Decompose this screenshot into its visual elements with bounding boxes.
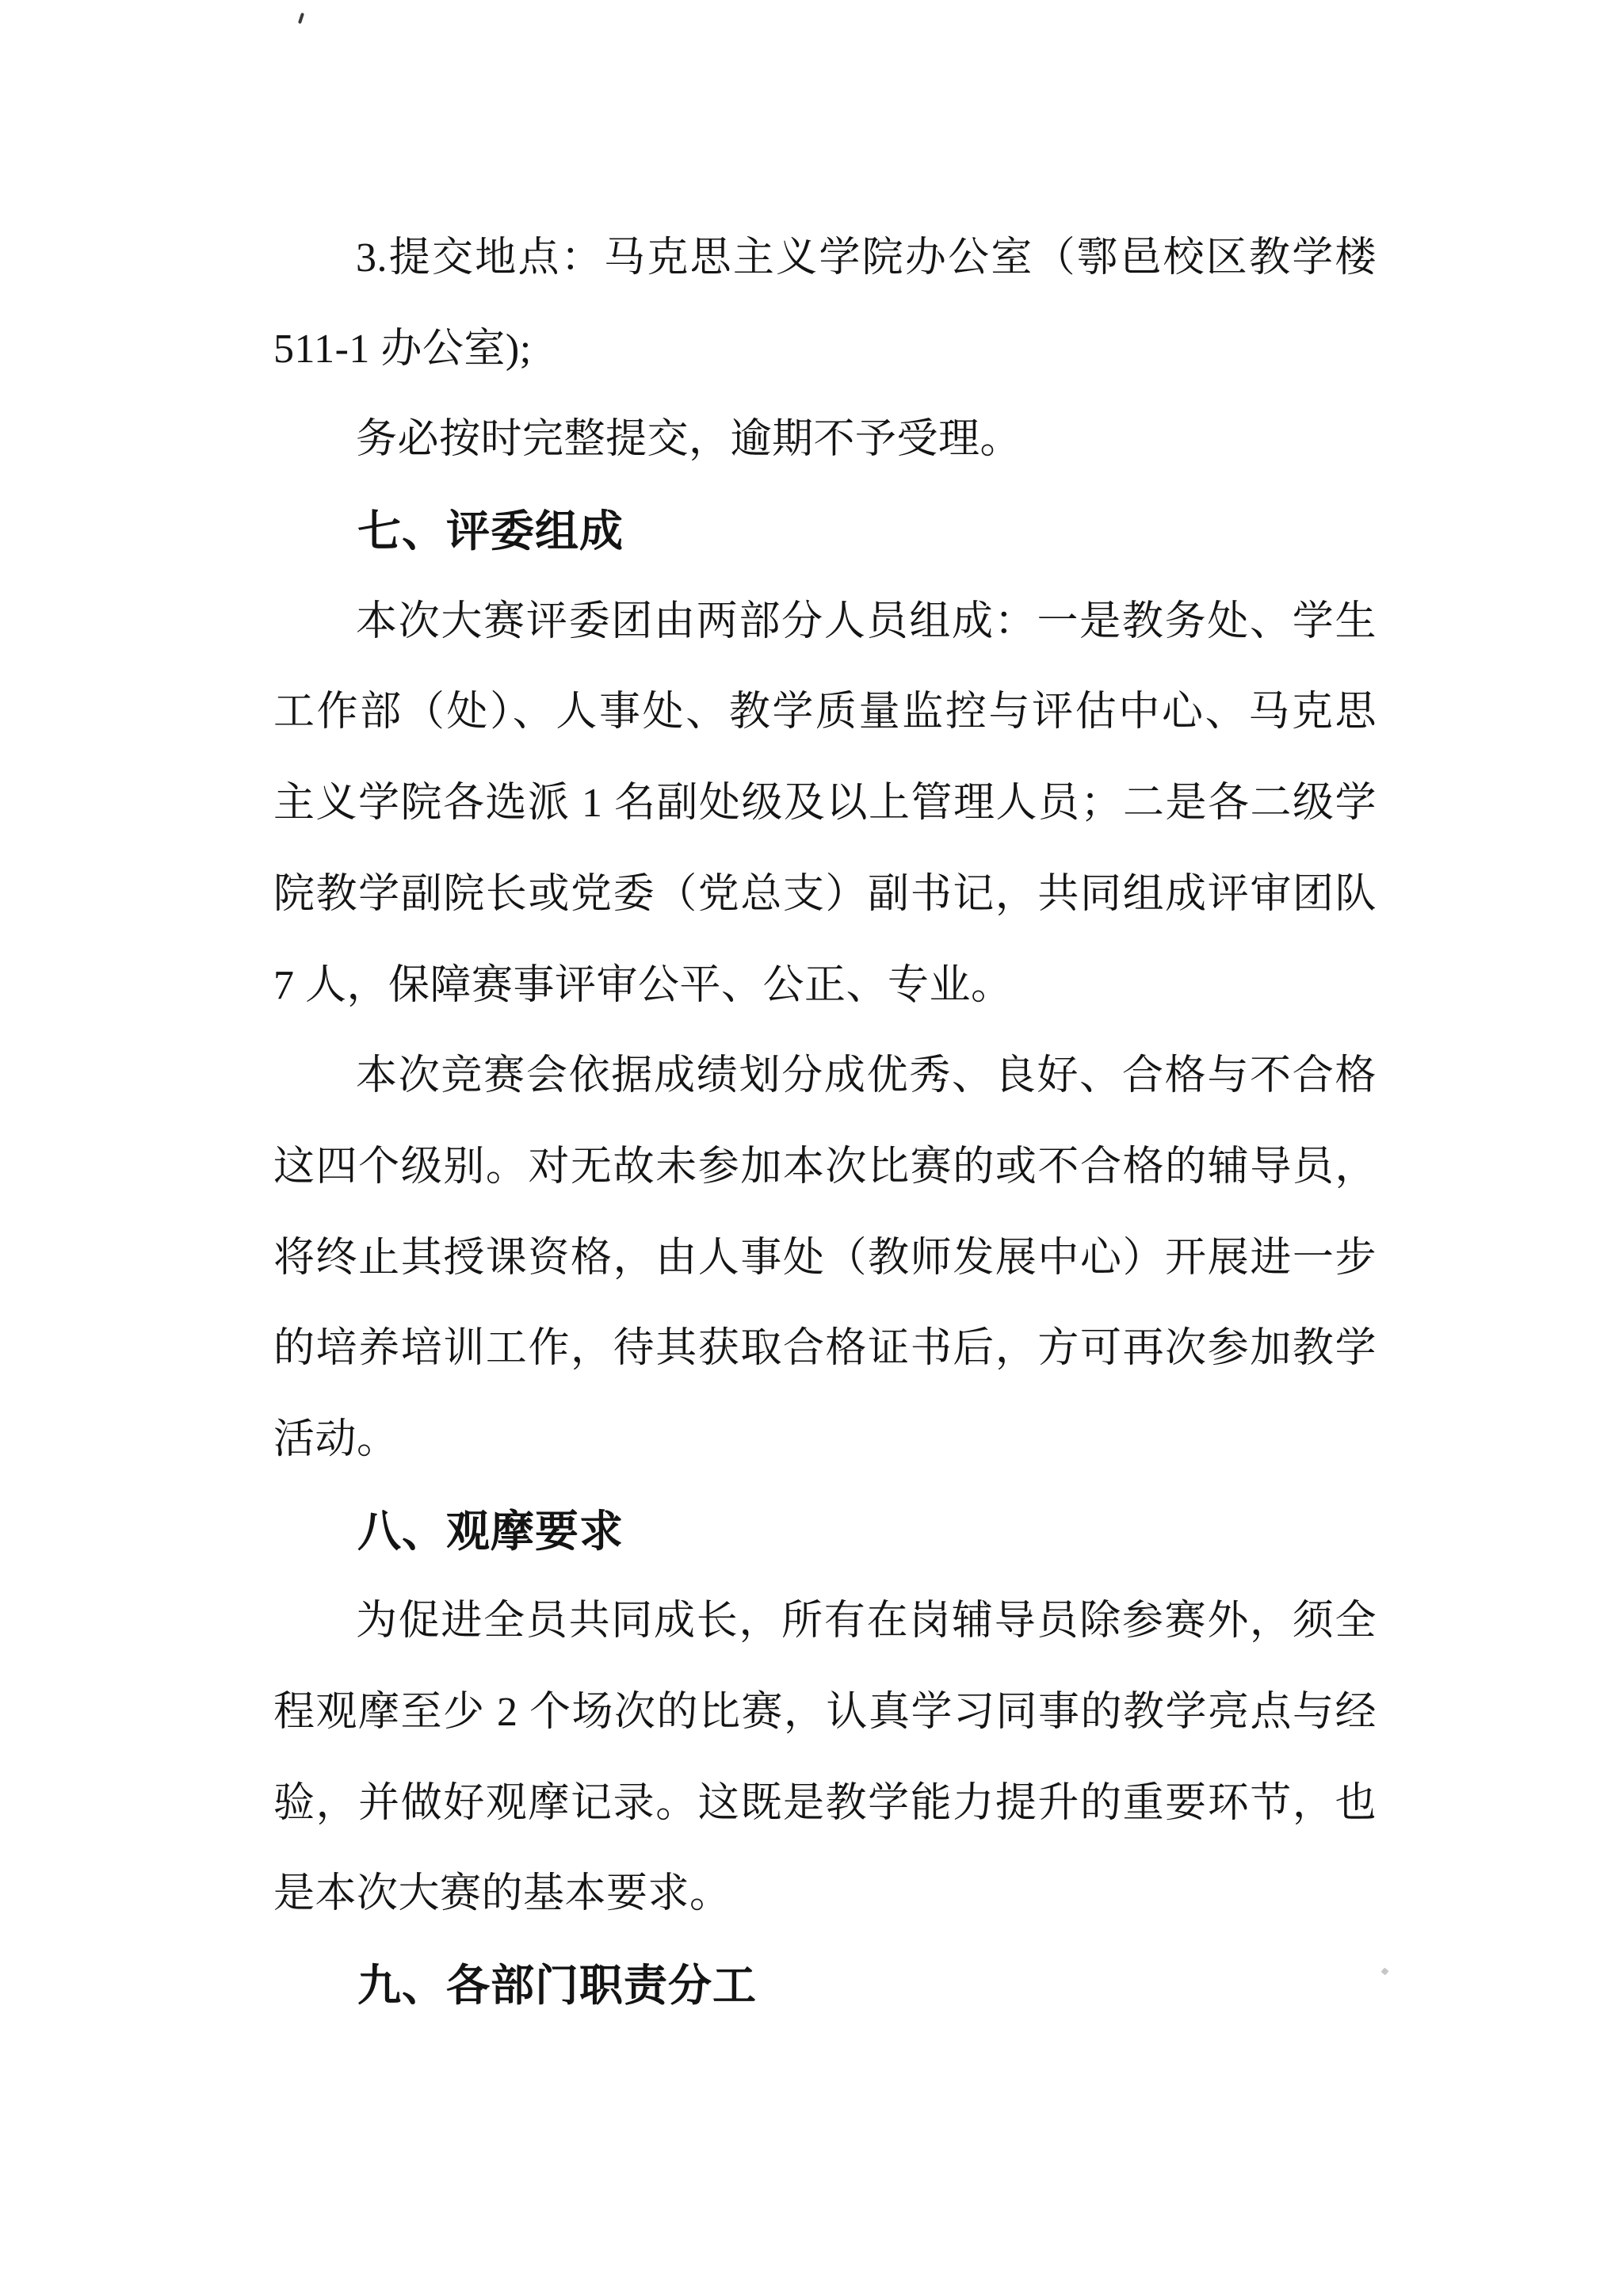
text-line: 主义学院各选派 1 名副处级及以上管理人员；二是各二级学 (273, 781, 1377, 827)
text-line: 程观摩至少 2 个场次的比赛，认真学习同事的教学亮点与经 (273, 1690, 1377, 1735)
text-line: 3.提交地点：马克思主义学院办公室（鄠邑校区教学楼 (356, 235, 1377, 281)
text-line: 工作部（处）、人事处、教学质量监控与评估中心、马克思 (273, 690, 1377, 735)
text-line: 本次大赛评委团由两部分人员组成：一是教务处、学生 (356, 598, 1377, 644)
text-line: 为促进全员共同成长，所有在岗辅导员除参赛外，须全 (356, 1599, 1377, 1645)
text-line: 的培养培训工作，待其获取合格证书后，方可再次参加教学 (273, 1326, 1377, 1372)
section-heading: 九、各部门职责分工 (357, 1961, 758, 2011)
text-line: 将终止其授课资格，由人事处（教师发展中心）开展进一步 (273, 1235, 1377, 1281)
text-line: 7 人，保障赛事评审公平、公正、专业。 (273, 962, 1013, 1008)
text-line: 511-1 办公室); (273, 326, 532, 372)
text-line: 活动。 (273, 1416, 399, 1462)
text-line: 是本次大赛的基本要求。 (273, 1871, 731, 1917)
text-line: 这四个级别。对无故未参加本次比赛的或不合格的辅导员， (273, 1144, 1377, 1190)
text-line: 院教学副院长或党委（党总支）副书记，共同组成评审团队 (273, 871, 1377, 917)
text-line: 本次竞赛会依据成绩划分成优秀、良好、合格与不合格 (356, 1053, 1377, 1099)
document-text-block (273, 213, 1377, 2031)
section-heading: 八、观摩要求 (357, 1506, 624, 1556)
scan-speck-icon (1381, 1968, 1389, 1976)
scan-speck-icon (298, 13, 304, 25)
text-line: 验，并做好观摩记录。这既是教学能力提升的重要环节，也 (273, 1780, 1377, 1826)
section-heading: 七、评委组成 (357, 506, 624, 556)
text-line: 务必按时完整提交，逾期不予受理。 (356, 417, 1022, 463)
